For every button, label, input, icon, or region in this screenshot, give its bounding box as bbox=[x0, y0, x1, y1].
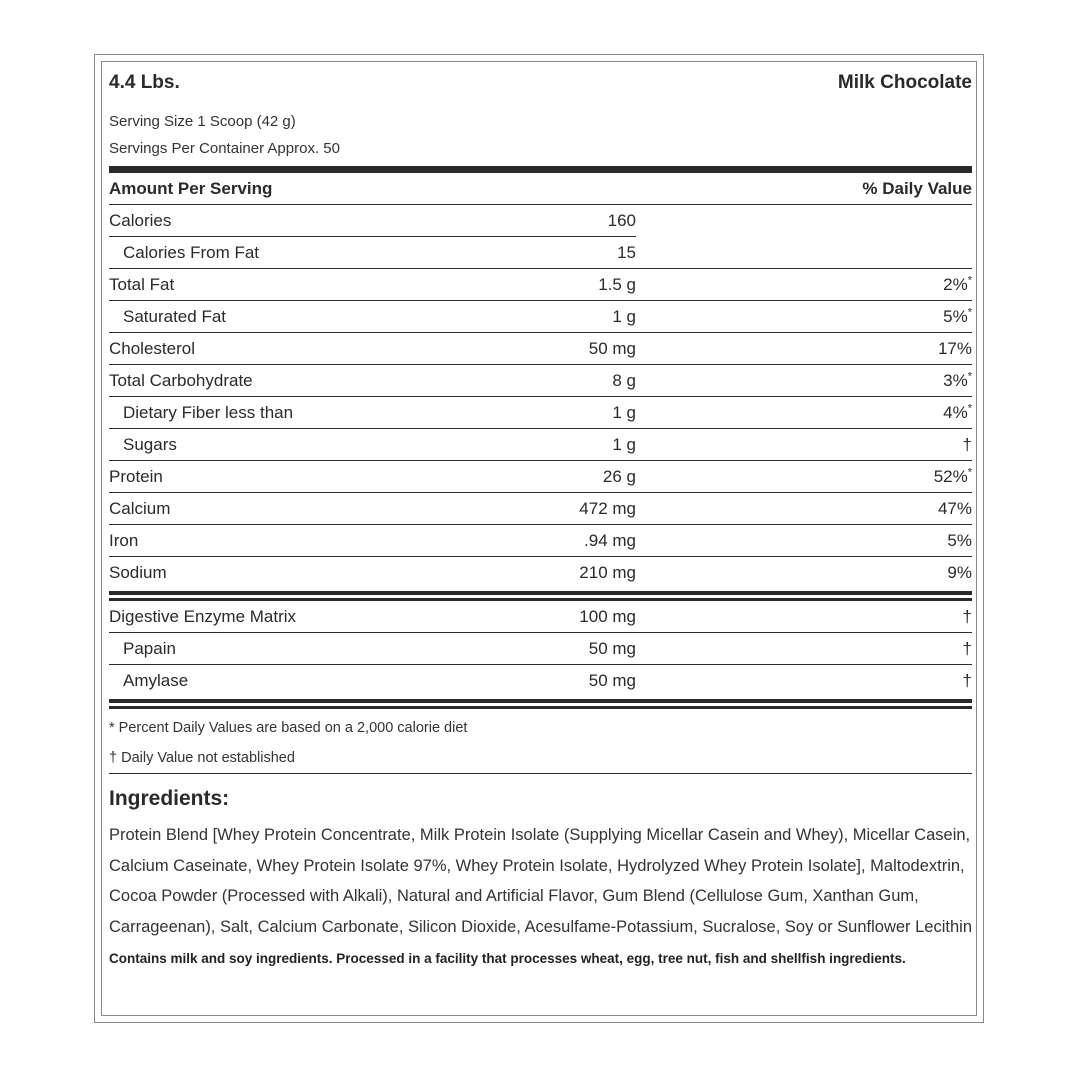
nutrient-row bbox=[109, 365, 972, 397]
nutrient-amount: 50 mg bbox=[588, 671, 636, 690]
daily-value-text: 2% bbox=[943, 275, 968, 294]
label-top-row bbox=[109, 68, 972, 108]
nutrient-amount: 1 g bbox=[612, 403, 636, 422]
nutrient-row bbox=[109, 205, 972, 237]
nutrient-amount: 100 mg bbox=[579, 607, 636, 626]
nutrient-amount: 1.5 g bbox=[598, 275, 636, 294]
nutrient-amount: .94 mg bbox=[584, 531, 636, 550]
nutrient-rows bbox=[109, 205, 972, 589]
nutrient-row bbox=[109, 461, 972, 493]
nutrient-daily-value bbox=[943, 397, 972, 429]
nutrient-name: Sodium bbox=[109, 563, 167, 582]
nutrient-name: Papain bbox=[123, 639, 176, 658]
nutrient-daily-value bbox=[934, 461, 972, 493]
nutrient-name: Calcium bbox=[109, 499, 171, 518]
nutrient-row bbox=[109, 269, 972, 301]
nutrient-daily-value bbox=[938, 333, 972, 365]
nutrient-daily-value bbox=[947, 557, 972, 589]
amount-per-serving-header: Amount Per Serving bbox=[109, 178, 273, 198]
daily-value-text: 3% bbox=[943, 371, 968, 390]
nutrient-name: Amylase bbox=[123, 671, 189, 690]
footnote-divider bbox=[109, 773, 972, 774]
nutrient-amount: 15 bbox=[617, 243, 636, 262]
daily-value-text: 17% bbox=[937, 339, 972, 358]
allergen-statement: Contains milk and soy ingredients. Processed in a facility that processes wheat, egg, tree nut, fish and shellfish ingredients. bbox=[109, 951, 906, 967]
nutrient-daily-value bbox=[943, 365, 972, 397]
daily-value-text: † bbox=[962, 671, 972, 690]
daily-value-text: † bbox=[962, 607, 972, 626]
table-header-row bbox=[109, 173, 972, 205]
daily-value-text: 47% bbox=[937, 499, 972, 518]
daily-value-not-established-note: † Daily Value not established bbox=[109, 750, 295, 766]
nutrient-amount: 210 mg bbox=[579, 563, 636, 582]
supplement-facts-label bbox=[109, 68, 972, 974]
nutrient-amount: 1 g bbox=[612, 435, 636, 454]
daily-value-text: † bbox=[962, 639, 972, 658]
nutrient-daily-value bbox=[963, 601, 972, 633]
nutrient-name: Saturated Fat bbox=[123, 307, 227, 326]
container-size: 4.4 Lbs. bbox=[109, 72, 180, 93]
nutrient-name: Calories bbox=[109, 211, 172, 230]
nutrient-row bbox=[109, 525, 972, 557]
nutrient-name: Cholesterol bbox=[109, 339, 195, 358]
nutrient-daily-value bbox=[947, 525, 972, 557]
nutrient-name: Digestive Enzyme Matrix bbox=[109, 607, 297, 626]
nutrient-name: Sugars bbox=[123, 435, 177, 454]
nutrient-amount: 26 g bbox=[602, 467, 636, 486]
ingredients-title: Ingredients: bbox=[109, 787, 230, 810]
nutrient-amount: 8 g bbox=[612, 371, 636, 390]
nutrient-amount: 50 mg bbox=[588, 339, 636, 358]
nutrient-daily-value bbox=[963, 665, 972, 697]
nutrient-name: Protein bbox=[109, 467, 163, 486]
daily-value-text: † bbox=[962, 435, 972, 454]
daily-value-text: 52% bbox=[933, 467, 968, 486]
double-divider-bottom bbox=[109, 699, 972, 709]
daily-value-header: % Daily Value bbox=[862, 178, 972, 198]
nutrient-name: Iron bbox=[109, 531, 139, 550]
servings-per-container: Servings Per Container Approx. 50 bbox=[109, 140, 340, 157]
nutrient-row bbox=[109, 601, 972, 633]
nutrient-amount: 472 mg bbox=[579, 499, 636, 518]
flavor-name: Milk Chocolate bbox=[837, 72, 972, 93]
asterisk-mark: * bbox=[967, 466, 972, 479]
nutrient-name: Total Carbohydrate bbox=[109, 371, 253, 390]
nutrient-daily-value bbox=[963, 429, 972, 461]
nutrient-row bbox=[109, 237, 972, 269]
asterisk-mark: * bbox=[967, 274, 972, 287]
nutrient-row bbox=[109, 301, 972, 333]
double-divider bbox=[109, 591, 972, 601]
nutrient-daily-value bbox=[938, 493, 972, 525]
nutrient-row bbox=[109, 633, 972, 665]
percent-daily-value-note: * Percent Daily Values are based on a 2,000 calorie diet bbox=[109, 720, 468, 736]
daily-value-text: 5% bbox=[947, 531, 972, 550]
nutrient-row bbox=[109, 557, 972, 589]
asterisk-mark: * bbox=[967, 370, 972, 383]
asterisk-mark: * bbox=[967, 402, 972, 415]
nutrient-name: Dietary Fiber less than bbox=[123, 403, 294, 422]
nutrient-amount: 50 mg bbox=[588, 639, 636, 658]
nutrient-amount: 1 g bbox=[612, 307, 636, 326]
nutrient-row bbox=[109, 665, 972, 697]
nutrient-daily-value bbox=[943, 269, 972, 301]
daily-value-text: 9% bbox=[947, 563, 972, 582]
nutrient-name: Calories From Fat bbox=[123, 243, 260, 262]
nutrient-row bbox=[109, 333, 972, 365]
nutrient-daily-value bbox=[943, 301, 972, 333]
nutrient-daily-value bbox=[963, 633, 972, 665]
nutrient-row bbox=[109, 429, 972, 461]
asterisk-mark: * bbox=[967, 306, 972, 319]
ingredients-text: Protein Blend [Whey Protein Concentrate, Milk Protein Isolate (Supplying Micellar Casein and Whey), Micellar Casein, Calcium Caseinate, Whey Protein Isolate 97%, Whey Protein Isolate, Hydrolyzed Whey Protein Isolate], Maltodextrin, Cocoa Powder (Processed with Alkali), Natural and Artificial Flavor, Gum Blend (Cellulose Gum, Xanthan Gum, Carrageenan), Salt, Calcium Carbonate, Silicon Dioxide, Acesulfame-Potassium, Sucralose, Soy or Sunflower Lecithin bbox=[109, 826, 972, 936]
nutrient-row bbox=[109, 397, 972, 429]
thick-divider bbox=[109, 166, 972, 173]
daily-value-text: 5% bbox=[943, 307, 968, 326]
daily-value-text: 4% bbox=[943, 403, 968, 422]
nutrient-name: Total Fat bbox=[109, 275, 175, 294]
blend-rows bbox=[109, 601, 972, 697]
serving-size: Serving Size 1 Scoop (42 g) bbox=[109, 113, 296, 130]
nutrient-amount: 160 bbox=[607, 211, 636, 230]
nutrient-row bbox=[109, 493, 972, 525]
